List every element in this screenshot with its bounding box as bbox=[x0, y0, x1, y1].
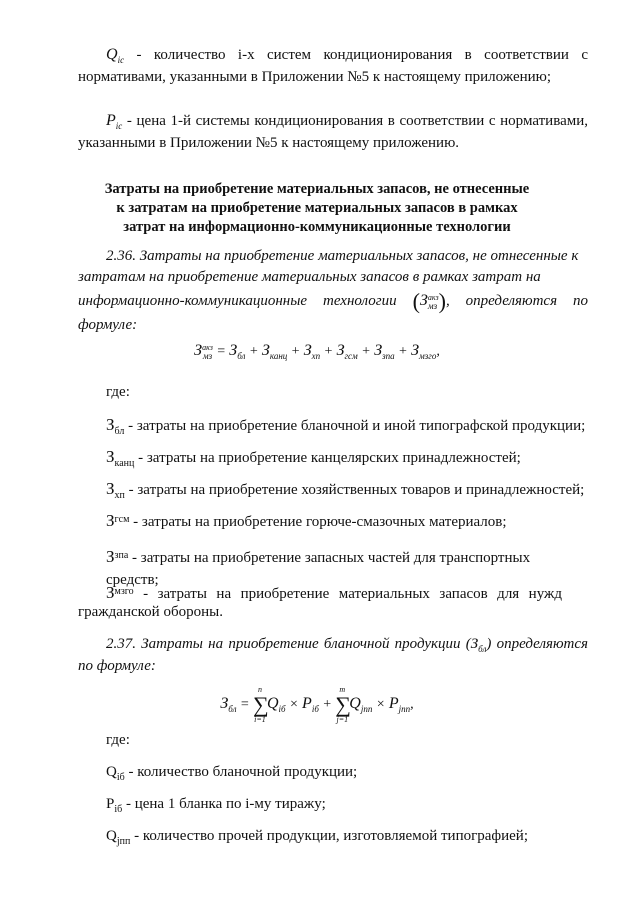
s237-line-1-sub: бл bbox=[478, 644, 487, 654]
f1-term-1-sub: бл bbox=[237, 351, 246, 361]
f1-plus-2: + bbox=[290, 344, 301, 359]
def-hp bbox=[106, 478, 586, 502]
def-gsm-sym: З bbox=[106, 511, 115, 530]
where-label-2: где: bbox=[106, 732, 130, 748]
s236-line-3b: , определяются по bbox=[445, 293, 589, 309]
f1-term-2: З bbox=[261, 342, 270, 359]
symbol-q: Q bbox=[106, 46, 118, 63]
s236-symbol-sub: мз bbox=[427, 300, 438, 311]
f1-plus-5: + bbox=[398, 344, 408, 359]
f2-sum-2-top: m bbox=[339, 685, 346, 694]
f2-p1-sub: iб bbox=[311, 704, 319, 715]
def-bl-sub: бл bbox=[114, 426, 125, 437]
def-qjpp bbox=[106, 826, 586, 848]
heading-line-1: Затраты на приобретение материальных запасов, не отнесенные bbox=[104, 181, 530, 197]
f1-tail: , bbox=[436, 344, 440, 359]
symbol-p: P bbox=[106, 112, 116, 129]
symbol-p-sub: ic bbox=[115, 121, 123, 131]
f2-sum-1 bbox=[253, 686, 267, 724]
f1-lhs-sub: мз bbox=[202, 350, 213, 361]
formula-blank bbox=[0, 686, 634, 724]
def-gsm-text: - затраты на приобретение горюче-смазочных материалов; bbox=[129, 514, 507, 530]
def-qib bbox=[106, 762, 586, 784]
paragraph-pic-text: - цена 1-й системы кондиционирования в соответствии с нормативами, указанными в Приложении №5 к настоящему приложению. bbox=[78, 113, 589, 151]
paragraph-pic bbox=[78, 110, 588, 154]
f2-times-2: × bbox=[375, 697, 386, 713]
section-2-37 bbox=[78, 634, 588, 677]
f2-q2: Q bbox=[349, 695, 361, 713]
def-zpa-sub: зпа bbox=[114, 550, 129, 561]
f2-plus: + bbox=[322, 697, 332, 713]
s236-line-3 bbox=[78, 288, 588, 315]
paren-open: ( bbox=[412, 288, 420, 314]
f2-times-1: × bbox=[289, 697, 299, 713]
def-pib-sym: P bbox=[106, 796, 115, 812]
heading-line-3: затрат на информационно-коммуникационные технологии bbox=[123, 219, 511, 235]
f1-term-4: З bbox=[336, 342, 345, 359]
f1-term-1: З bbox=[229, 342, 238, 359]
f2-sigma-1: ∑ bbox=[252, 692, 269, 717]
f2-sigma-2: ∑ bbox=[335, 692, 351, 717]
s236-line-4: формуле: bbox=[78, 316, 138, 333]
def-bl bbox=[106, 414, 586, 438]
def-pib-sub: iб bbox=[114, 804, 123, 815]
s236-line-2: затратам на приобретение материальных запасов в рамках затрат на bbox=[78, 269, 541, 285]
f1-plus-1: + bbox=[248, 344, 259, 359]
s236-line-3a: информационно-коммуникационные технологии bbox=[78, 293, 397, 309]
def-zpa-sym: З bbox=[106, 547, 115, 566]
f2-lhs-sub: бл bbox=[228, 704, 237, 715]
f1-term-5: З bbox=[374, 342, 383, 359]
f2-p2-sub: jпп bbox=[398, 704, 411, 715]
def-kanc-sub: канц bbox=[114, 458, 135, 469]
formula-materials bbox=[0, 342, 634, 360]
f1-eq: = bbox=[216, 344, 226, 359]
f1-term-5-sub: зпа bbox=[382, 351, 395, 361]
f1-term-3-sub: хп bbox=[311, 351, 321, 361]
def-mzgo-sym: З bbox=[106, 583, 115, 602]
f2-q1-sub: iб bbox=[278, 704, 286, 715]
def-qjpp-text: - количество прочей продукции, изготовляемой типографией; bbox=[130, 828, 529, 844]
f2-q2-sub: jпп bbox=[360, 704, 373, 715]
paragraph-qic bbox=[78, 44, 588, 88]
where-label-1: где: bbox=[106, 384, 130, 400]
f2-p2: P bbox=[388, 695, 399, 713]
f1-term-3: З bbox=[303, 342, 312, 359]
def-zpa-text: - затраты на приобретение запасных частей для транспортных средств; bbox=[106, 550, 531, 588]
def-mzgo-sub: мзго bbox=[114, 586, 134, 597]
f1-term-6-sub: мзго bbox=[419, 351, 437, 361]
f2-sum-2 bbox=[335, 686, 349, 724]
def-qjpp-sym: Q bbox=[106, 828, 117, 844]
s237-line-1 bbox=[78, 634, 588, 656]
f2-lhs: З bbox=[220, 695, 229, 713]
section-2-36 bbox=[78, 246, 588, 336]
s236-symbol: З bbox=[419, 292, 428, 309]
def-qib-sub: iб bbox=[116, 772, 125, 783]
def-hp-sym: З bbox=[106, 479, 115, 498]
f1-plus-4: + bbox=[361, 344, 371, 359]
f2-p1: P bbox=[302, 695, 312, 713]
def-qib-text: - количество бланочной продукции; bbox=[124, 764, 358, 780]
f2-sum-2-bottom: j=1 bbox=[336, 715, 349, 724]
s237-line-2: по формуле: bbox=[78, 658, 156, 674]
def-bl-text: - затраты на приобретение бланочной и иной типографской продукции; bbox=[124, 418, 586, 434]
f1-plus-3: + bbox=[323, 344, 334, 359]
def-kanc-sym: З bbox=[106, 447, 115, 466]
f1-lhs-sup: акз bbox=[202, 342, 213, 352]
s237-line-1b: ) определяются bbox=[486, 636, 589, 652]
s236-line-1: 2.36. Затраты на приобретение материальных запасов, не отнесенные к bbox=[106, 248, 579, 264]
paragraph-qic-text: - количество i-х систем кондиционирования в соответствии с нормативами, указанными в Приложении №5 к настоящему приложению; bbox=[78, 47, 588, 85]
def-hp-text: - затраты на приобретение хозяйственных товаров и принадлежностей; bbox=[124, 482, 585, 498]
def-pib-text: - цена 1 бланка по i-му тиражу; bbox=[122, 796, 326, 812]
def-gsm bbox=[106, 510, 586, 534]
def-kanc-text: - затраты на приобретение канцелярских принадлежностей; bbox=[134, 450, 521, 466]
paren-close: ) bbox=[438, 288, 446, 314]
def-kanc bbox=[106, 446, 586, 470]
symbol-q-sub: ic bbox=[117, 55, 125, 65]
def-gsm-sub: гсм bbox=[114, 514, 130, 525]
f1-term-4-sub: гсм bbox=[344, 351, 358, 361]
f1-term-6: З bbox=[411, 342, 420, 359]
f2-tail: , bbox=[410, 697, 414, 713]
def-mzgo-line-2: гражданской обороны. bbox=[78, 604, 223, 620]
heading-line-2: к затратам на приобретение материальных запасов в рамках bbox=[116, 200, 518, 216]
section-heading bbox=[78, 180, 556, 237]
f1-lhs: З bbox=[194, 342, 203, 359]
def-qib-sym: Q bbox=[106, 764, 117, 780]
def-qjpp-sub: jпп bbox=[116, 836, 131, 847]
f1-term-2-sub: канц bbox=[269, 351, 288, 361]
f2-sum-1-top: n bbox=[257, 685, 262, 694]
def-mzgo-text: - затраты на приобретение материальных запасов для нужд bbox=[133, 586, 562, 602]
s237-line-1a: 2.37. Затраты на приобретение бланочной продукции (З bbox=[106, 636, 479, 652]
def-hp-sub: хп bbox=[114, 490, 125, 501]
def-pib bbox=[106, 794, 586, 816]
f2-q1: Q bbox=[266, 695, 279, 713]
s236-symbol-sup: акз bbox=[427, 292, 439, 302]
f2-sum-1-bottom: i=1 bbox=[254, 715, 266, 724]
def-bl-sym: З bbox=[106, 415, 115, 434]
f2-eq: = bbox=[240, 697, 250, 713]
